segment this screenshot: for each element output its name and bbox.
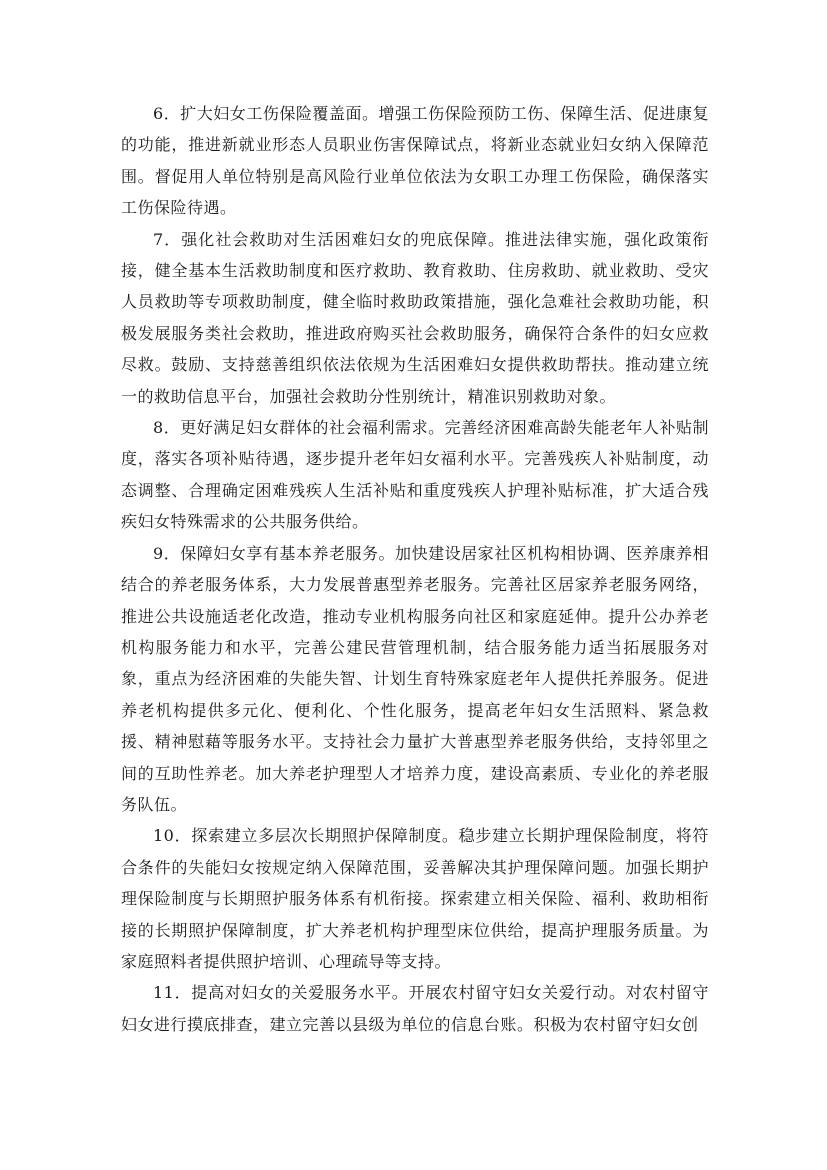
document-body: [121, 98, 709, 1040]
paragraph-item-10: 10．探索建立多层次长期照护保障制度。稳步建立长期护理保险制度，将符合条件的失能妇女按规定纳入保障范围，妥善解决其护理保障问题。加强长期护理保险制度与长期照护服务体系有机衔接。探索建立相关保险、福利、救助相衔接的长期照护保障制度，扩大养老机构护理型床位供给，提高护理服务质量。为家庭照料者提供照护培训、心理疏导等支持。: [121, 826, 709, 971]
paragraph-item-9: 9．保障妇女享有基本养老服务。加快建设居家社区机构相协调、医养康养相结合的养老服务体系，大力发展普惠型养老服务。完善社区居家养老服务网络，推进公共设施适老化改造，推动专业机构服务向社区和家庭延伸。提升公办养老机构服务能力和水平，完善公建民营管理机制，结合服务能力适当拓展服务对象，重点为经济困难的失能失智、计划生育特殊家庭老年人提供托养服务。促进养老机构提供多元化、便利化、个性化服务，提高老年妇女生活照料、紧急救援、精神慰藉等服务水平。支持社会力量扩大普惠型养老服务供给，支持邻里之间的互助性养老。加大养老护理型人才培养力度，建设高素质、专业化的养老服务队伍。: [121, 543, 709, 814]
paragraph-item-6: 6．扩大妇女工伤保险覆盖面。增强工伤保险预防工伤、保障生活、促进康复的功能，推进新就业形态人员职业伤害保障试点，将新业态就业妇女纳入保障范围。督促用人单位特别是高风险行业单位依法为女职工办理工伤保险，确保落实工伤保险待遇。: [121, 104, 709, 218]
paragraph-item-7: 7．强化社会救助对生活困难妇女的兜底保障。推进法律实施，强化政策衔接，健全基本生活救助制度和医疗救助、教育救助、住房救助、就业救助、受灾人员救助等专项救助制度，健全临时救助政策措施，强化急难社会救助功能，积极发展服务类社会救助，推进政府购买社会救助服务，确保符合条件的妇女应救尽救。鼓励、支持慈善组织依法依规为生活困难妇女提供救助帮扶。推动建立统一的救助信息平台，加强社会救助分性别统计，精准识别救助对象。: [121, 229, 709, 406]
paragraph-item-8: 8．更好满足妇女群体的社会福利需求。完善经济困难高龄失能老年人补贴制度，落实各项补贴待遇，逐步提升老年妇女福利水平。完善残疾人补贴制度，动态调整、合理确定困难残疾人生活补贴和重度残疾人护理补贴标准，扩大适合残疾妇女特殊需求的公共服务供给。: [121, 418, 709, 532]
paragraph-item-11: 11．提高对妇女的关爱服务水平。开展农村留守妇女关爱行动。对农村留守妇女进行摸底排查，建立完善以县级为单位的信息台账。积极为农村留守妇女创: [121, 983, 709, 1034]
